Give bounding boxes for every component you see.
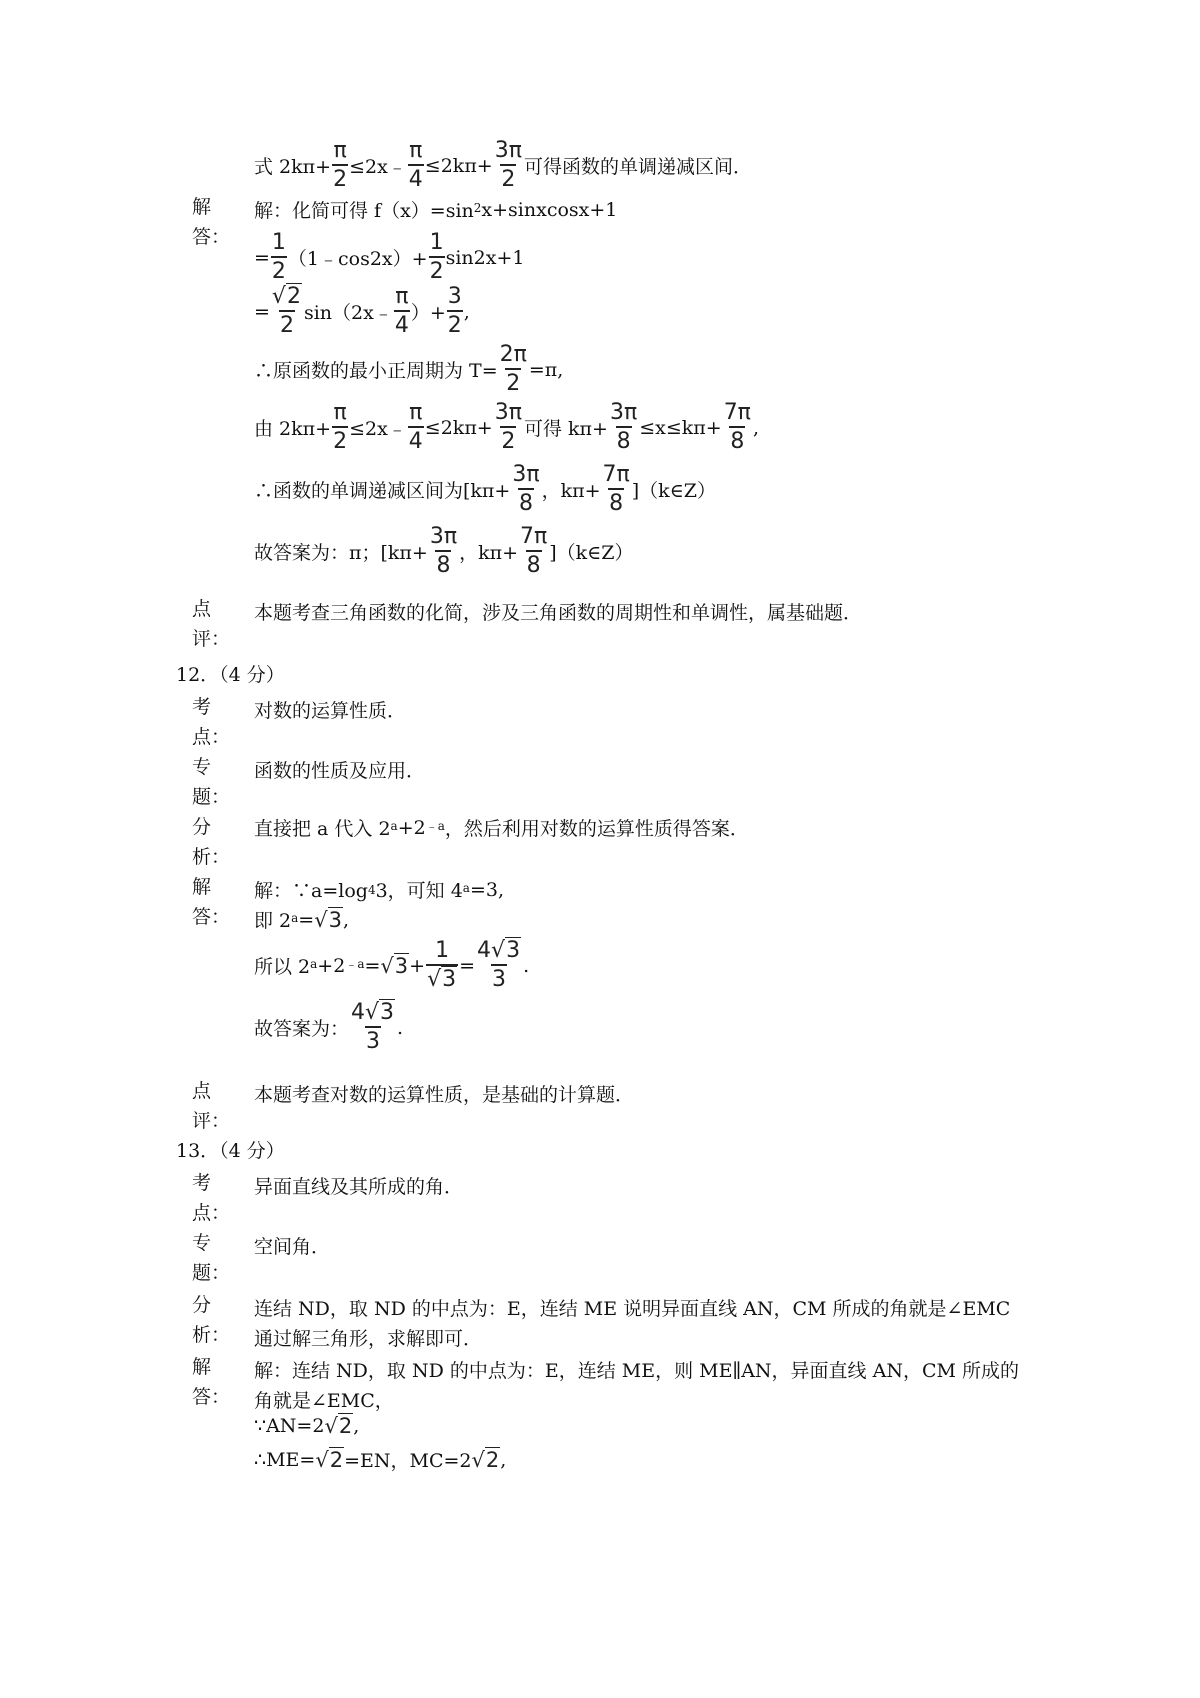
label-fenxi: 分 析： [192, 816, 231, 868]
fraction: $\frac{\pi}{2}$ [333, 138, 348, 192]
q12-comment: 本题考查对数的运算性质，是基础的计算题． [254, 1084, 635, 1106]
q12-sol-1: 解：∵a=log 4 3，可知 4 $^a$ =3, [254, 878, 505, 902]
label-kaodian: 考 点： [192, 696, 231, 748]
q11-sol-3: = $\frac{√2}{2}$ sin（2x﹣ $\frac{\pi}{4}$ ）+ $\frac{3}{2}$ , [254, 284, 470, 338]
fraction: $\frac{3\pi}{2}$ [494, 138, 522, 192]
q12-header: 12．（4 分） [176, 664, 285, 686]
fraction: $\frac{\pi}{4}$ [408, 138, 423, 192]
q13-sol-2: 角就是∠EMC， [254, 1390, 394, 1412]
q11-sol-6: ∴函数的单调递减区间为[kπ+ $\frac{3\pi}{8}$ ，kπ+ $\frac{7\pi}{8}$ ]（k∈Z） [254, 462, 716, 516]
label-zhuanti: 专 题： [192, 756, 231, 808]
q11-sol-4: ∴原函数的最小正周期为 T= $\frac{2\pi}{2}$ =π, [254, 342, 564, 396]
q12-zhuanti: 函数的性质及应用． [254, 760, 426, 782]
label-jieda: 解 答： [192, 196, 231, 248]
q13-sol-4: ∴ME= √2 =EN，MC=2 √2 , [254, 1447, 507, 1472]
label-jieda: 解 答： [192, 876, 231, 928]
q12-sol-3: 所以 2 $^a$ +2 $^{﹣a}$ = √3 + $\frac{1}{√3}$ = $\frac{4√3}{3}$ . [254, 938, 530, 992]
label-dianping: 点 评： [192, 598, 231, 650]
q13-sol-1: 解：连结 ND，取 ND 的中点为：E，连结 ME，则 ME∥AN，异面直线 AN，CM 所成的 [254, 1360, 1019, 1382]
q12-sol-4: 故答案为： $\frac{4√3}{3}$ . [254, 1000, 404, 1054]
label-jieda: 解 答： [192, 1356, 231, 1408]
q13-kaodian: 异面直线及其所成的角． [254, 1176, 464, 1198]
q11-sol-2: = $\frac{1}{2}$ （1﹣cos2x）+ $\frac{1}{2}$ sin2x+1 [254, 230, 525, 284]
label-fenxi: 分 析： [192, 1294, 231, 1346]
label-dianping: 点 评： [192, 1080, 231, 1132]
q11-sol-1: 解：化简可得 f（x）=sin $^2$ x+sinxcosx+1 [254, 198, 618, 222]
q11-comment: 本题考查三角函数的化简，涉及三角函数的周期性和单调性，属基础题． [254, 602, 863, 624]
q13-fenxi-2: 通过解三角形，求解即可． [254, 1328, 483, 1350]
q13-sol-3: ∵AN=2 √2 , [254, 1414, 360, 1438]
q13-zhuanti: 空间角． [254, 1236, 331, 1258]
q12-fenxi: 直接把 a 代入 2 $^a$ +2 $^{﹣a}$ ，然后利用对数的运算性质得答案． [254, 816, 749, 840]
q11-sol-7: 故答案为：π；[kπ+ $\frac{3\pi}{8}$ ，kπ+ $\frac{7\pi}{8}$ ]（k∈Z） [254, 524, 634, 578]
q11-sol-5: 由 2kπ+ $\frac{\pi}{2}$ ≤2x﹣ $\frac{\pi}{4}$ ≤2kπ+ $\frac{3\pi}{2}$ 可得 kπ+ $\frac{3\pi}{8}$ ≤x≤kπ+ $\frac{7\pi}{8}$ , [254, 400, 759, 454]
q12-kaodian: 对数的运算性质． [254, 700, 407, 722]
q12-sol-2: 即 2 $^a$ = √3 , [254, 907, 350, 932]
q13-header: 13．（4 分） [176, 1140, 285, 1162]
q11-analysis-line: 式 2kπ+ $\frac{\pi}{2}$ ≤2x﹣ $\frac{\pi}{4}$ ≤2kπ+ $\frac{3\pi}{2}$ 可得函数的单调递减区间． [254, 138, 752, 192]
label-kaodian: 考 点： [192, 1172, 231, 1224]
label-zhuanti: 专 题： [192, 1232, 231, 1284]
q13-fenxi-1: 连结 ND，取 ND 的中点为：E，连结 ME 说明异面直线 AN，CM 所成的角就是∠EMC [254, 1298, 1011, 1320]
text: 式 2kπ+ [254, 156, 332, 178]
